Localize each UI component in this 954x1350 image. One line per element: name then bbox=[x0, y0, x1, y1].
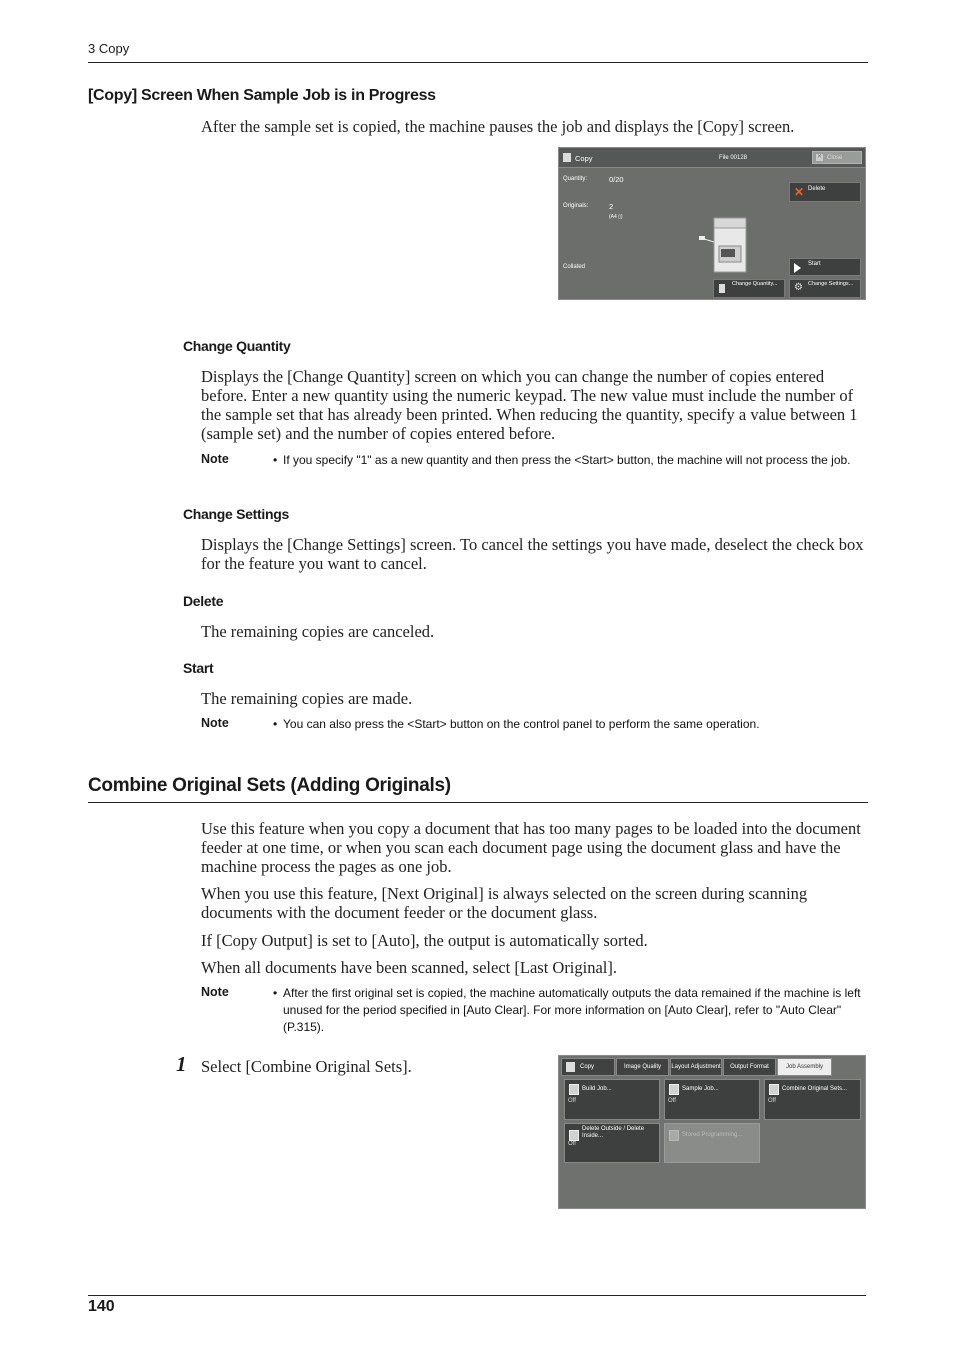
change-settings-label: Change Settings... bbox=[808, 281, 854, 287]
combine-para-1: Use this feature when you copy a document that has too many pages to be loaded into the document feeder at one time, or when you scan each document page using the document glass and have the machine process the pages as one job. bbox=[201, 819, 861, 876]
delete-x-icon: ✕ bbox=[794, 185, 805, 199]
collated-label: Collated bbox=[563, 264, 586, 270]
quantity-label: Quantity: bbox=[563, 176, 588, 182]
note-start bbox=[273, 716, 868, 733]
tab-label: Copy bbox=[580, 1063, 595, 1070]
note-label: Note bbox=[201, 716, 229, 730]
tab-copy[interactable] bbox=[561, 1058, 615, 1076]
start-button[interactable] bbox=[789, 258, 861, 276]
step-number: 1 bbox=[176, 1052, 187, 1076]
copy-icon bbox=[563, 153, 571, 162]
bullet: • bbox=[273, 453, 278, 467]
combine-original-sets-button[interactable] bbox=[764, 1079, 861, 1120]
stored-programming-icon bbox=[669, 1130, 679, 1141]
change-quantity-label: Change Quantity... bbox=[732, 281, 778, 287]
combine-para-3: If [Copy Output] is set to [Auto], the output is automatically sorted. bbox=[201, 931, 648, 950]
note-label: Note bbox=[201, 985, 229, 999]
chapter-header: 3 Copy bbox=[88, 41, 130, 56]
originals-value: 2 bbox=[609, 202, 614, 211]
section-title-sample-job: [Copy] Screen When Sample Job is in Progress bbox=[88, 87, 436, 104]
combine-original-sets-icon bbox=[769, 1084, 779, 1095]
file-number: File 00128 bbox=[719, 155, 748, 161]
screen-title: Copy bbox=[575, 154, 593, 163]
tile-label: Stored Programming... bbox=[682, 1132, 743, 1138]
tile-label: Delete Outside / Delete Inside... bbox=[582, 1126, 645, 1139]
sample-job-button[interactable] bbox=[664, 1079, 760, 1120]
page-number: 140 bbox=[88, 1298, 115, 1315]
note-label: Note bbox=[201, 452, 229, 466]
delete-outside-icon bbox=[569, 1130, 579, 1141]
start-body: The remaining copies are made. bbox=[201, 689, 413, 708]
tile-value: Off bbox=[768, 1098, 776, 1104]
gear-icon: ⚙ bbox=[794, 282, 803, 293]
close-icon: ✕ bbox=[816, 154, 823, 160]
heading-change-settings: Change Settings bbox=[183, 506, 289, 522]
delete-outside-inside-button[interactable] bbox=[564, 1123, 660, 1163]
section-title-combine: Combine Original Sets (Adding Originals) bbox=[88, 775, 451, 796]
tab-output-format[interactable]: Output Format bbox=[723, 1058, 776, 1076]
delete-label: Delete bbox=[808, 186, 826, 192]
copy-icon bbox=[566, 1062, 575, 1072]
bullet: • bbox=[273, 717, 278, 731]
note-text: You can also press the <Start> button on the control panel to perform the same operation. bbox=[283, 717, 760, 731]
tile-value: Off bbox=[568, 1098, 576, 1104]
change-quantity-button[interactable] bbox=[713, 279, 785, 298]
heading-delete: Delete bbox=[183, 593, 224, 609]
start-label: Start bbox=[808, 261, 821, 267]
job-assembly-screen-image bbox=[558, 1055, 866, 1209]
build-job-button[interactable] bbox=[564, 1079, 660, 1120]
combine-para-2: When you use this feature, [Next Original] is always selected on the screen during scanning documents with the document feeder or the document glass. bbox=[201, 884, 808, 922]
originals-size: (A4 ▯) bbox=[609, 214, 623, 220]
document-icon bbox=[719, 284, 725, 293]
delete-body: The remaining copies are canceled. bbox=[201, 622, 435, 641]
note-text: If you specify "1" as a new quantity and then press the <Start> button, the machine will not process the job. bbox=[283, 453, 851, 467]
step-text: Select [Combine Original Sets]. bbox=[201, 1057, 412, 1076]
copy-screen-image bbox=[558, 147, 866, 300]
build-job-icon bbox=[569, 1084, 579, 1095]
tab-job-assembly[interactable]: Job Assembly bbox=[777, 1058, 832, 1076]
tile-label: Sample Job... bbox=[682, 1086, 719, 1092]
tile-value: Off bbox=[668, 1098, 676, 1104]
heading-start: Start bbox=[183, 660, 214, 676]
copier-machine-illustration bbox=[699, 216, 754, 276]
quantity-value: 0/20 bbox=[609, 175, 624, 184]
change-settings-body: Displays the [Change Settings] screen. To cancel the settings you have made, deselect the check box for the feature you want to cancel. bbox=[201, 535, 864, 573]
close-button[interactable] bbox=[812, 151, 862, 164]
sample-job-icon bbox=[669, 1084, 679, 1095]
screen-title-bar bbox=[559, 148, 865, 168]
section-rule bbox=[88, 802, 868, 803]
combine-para-4: When all documents have been scanned, select [Last Original]. bbox=[201, 958, 618, 977]
note-text: After the first original set is copied, the machine automatically outputs the data remained if the machine is left unused for the period specified in [Auto Clear]. For more information on [Auto Clear], refer to "Auto Clear" (P.315). bbox=[283, 986, 861, 1034]
delete-button[interactable] bbox=[789, 182, 861, 202]
play-icon bbox=[794, 263, 801, 273]
footer-rule bbox=[88, 1295, 866, 1296]
heading-change-quantity: Change Quantity bbox=[183, 338, 291, 354]
bullet: • bbox=[273, 986, 278, 1000]
tile-label: Combine Original Sets... bbox=[782, 1086, 848, 1092]
tile-value: Off bbox=[568, 1141, 576, 1147]
tab-image-quality[interactable]: Image Quality bbox=[616, 1058, 669, 1076]
note-combine bbox=[273, 985, 868, 1036]
section-intro: After the sample set is copied, the machine pauses the job and displays the [Copy] screen. bbox=[201, 117, 795, 136]
change-settings-button[interactable] bbox=[789, 279, 861, 298]
stored-programming-button[interactable] bbox=[664, 1123, 760, 1163]
tab-layout-adjustment[interactable]: Layout Adjustment bbox=[670, 1058, 722, 1076]
originals-label: Originals: bbox=[563, 203, 589, 209]
close-label: Close bbox=[827, 155, 843, 161]
change-quantity-body: Displays the [Change Quantity] screen on which you can change the number of copies entered before. Enter a new quantity using the numeric keypad. The new value must include the number of the sample set that has already been printed. When reducing the quantity, specify a value between 1 (sample set) and the number of copies entered before. bbox=[201, 367, 858, 443]
tile-label: Build Job... bbox=[582, 1086, 612, 1092]
note-change-quantity bbox=[273, 452, 868, 469]
header-rule bbox=[88, 62, 868, 63]
